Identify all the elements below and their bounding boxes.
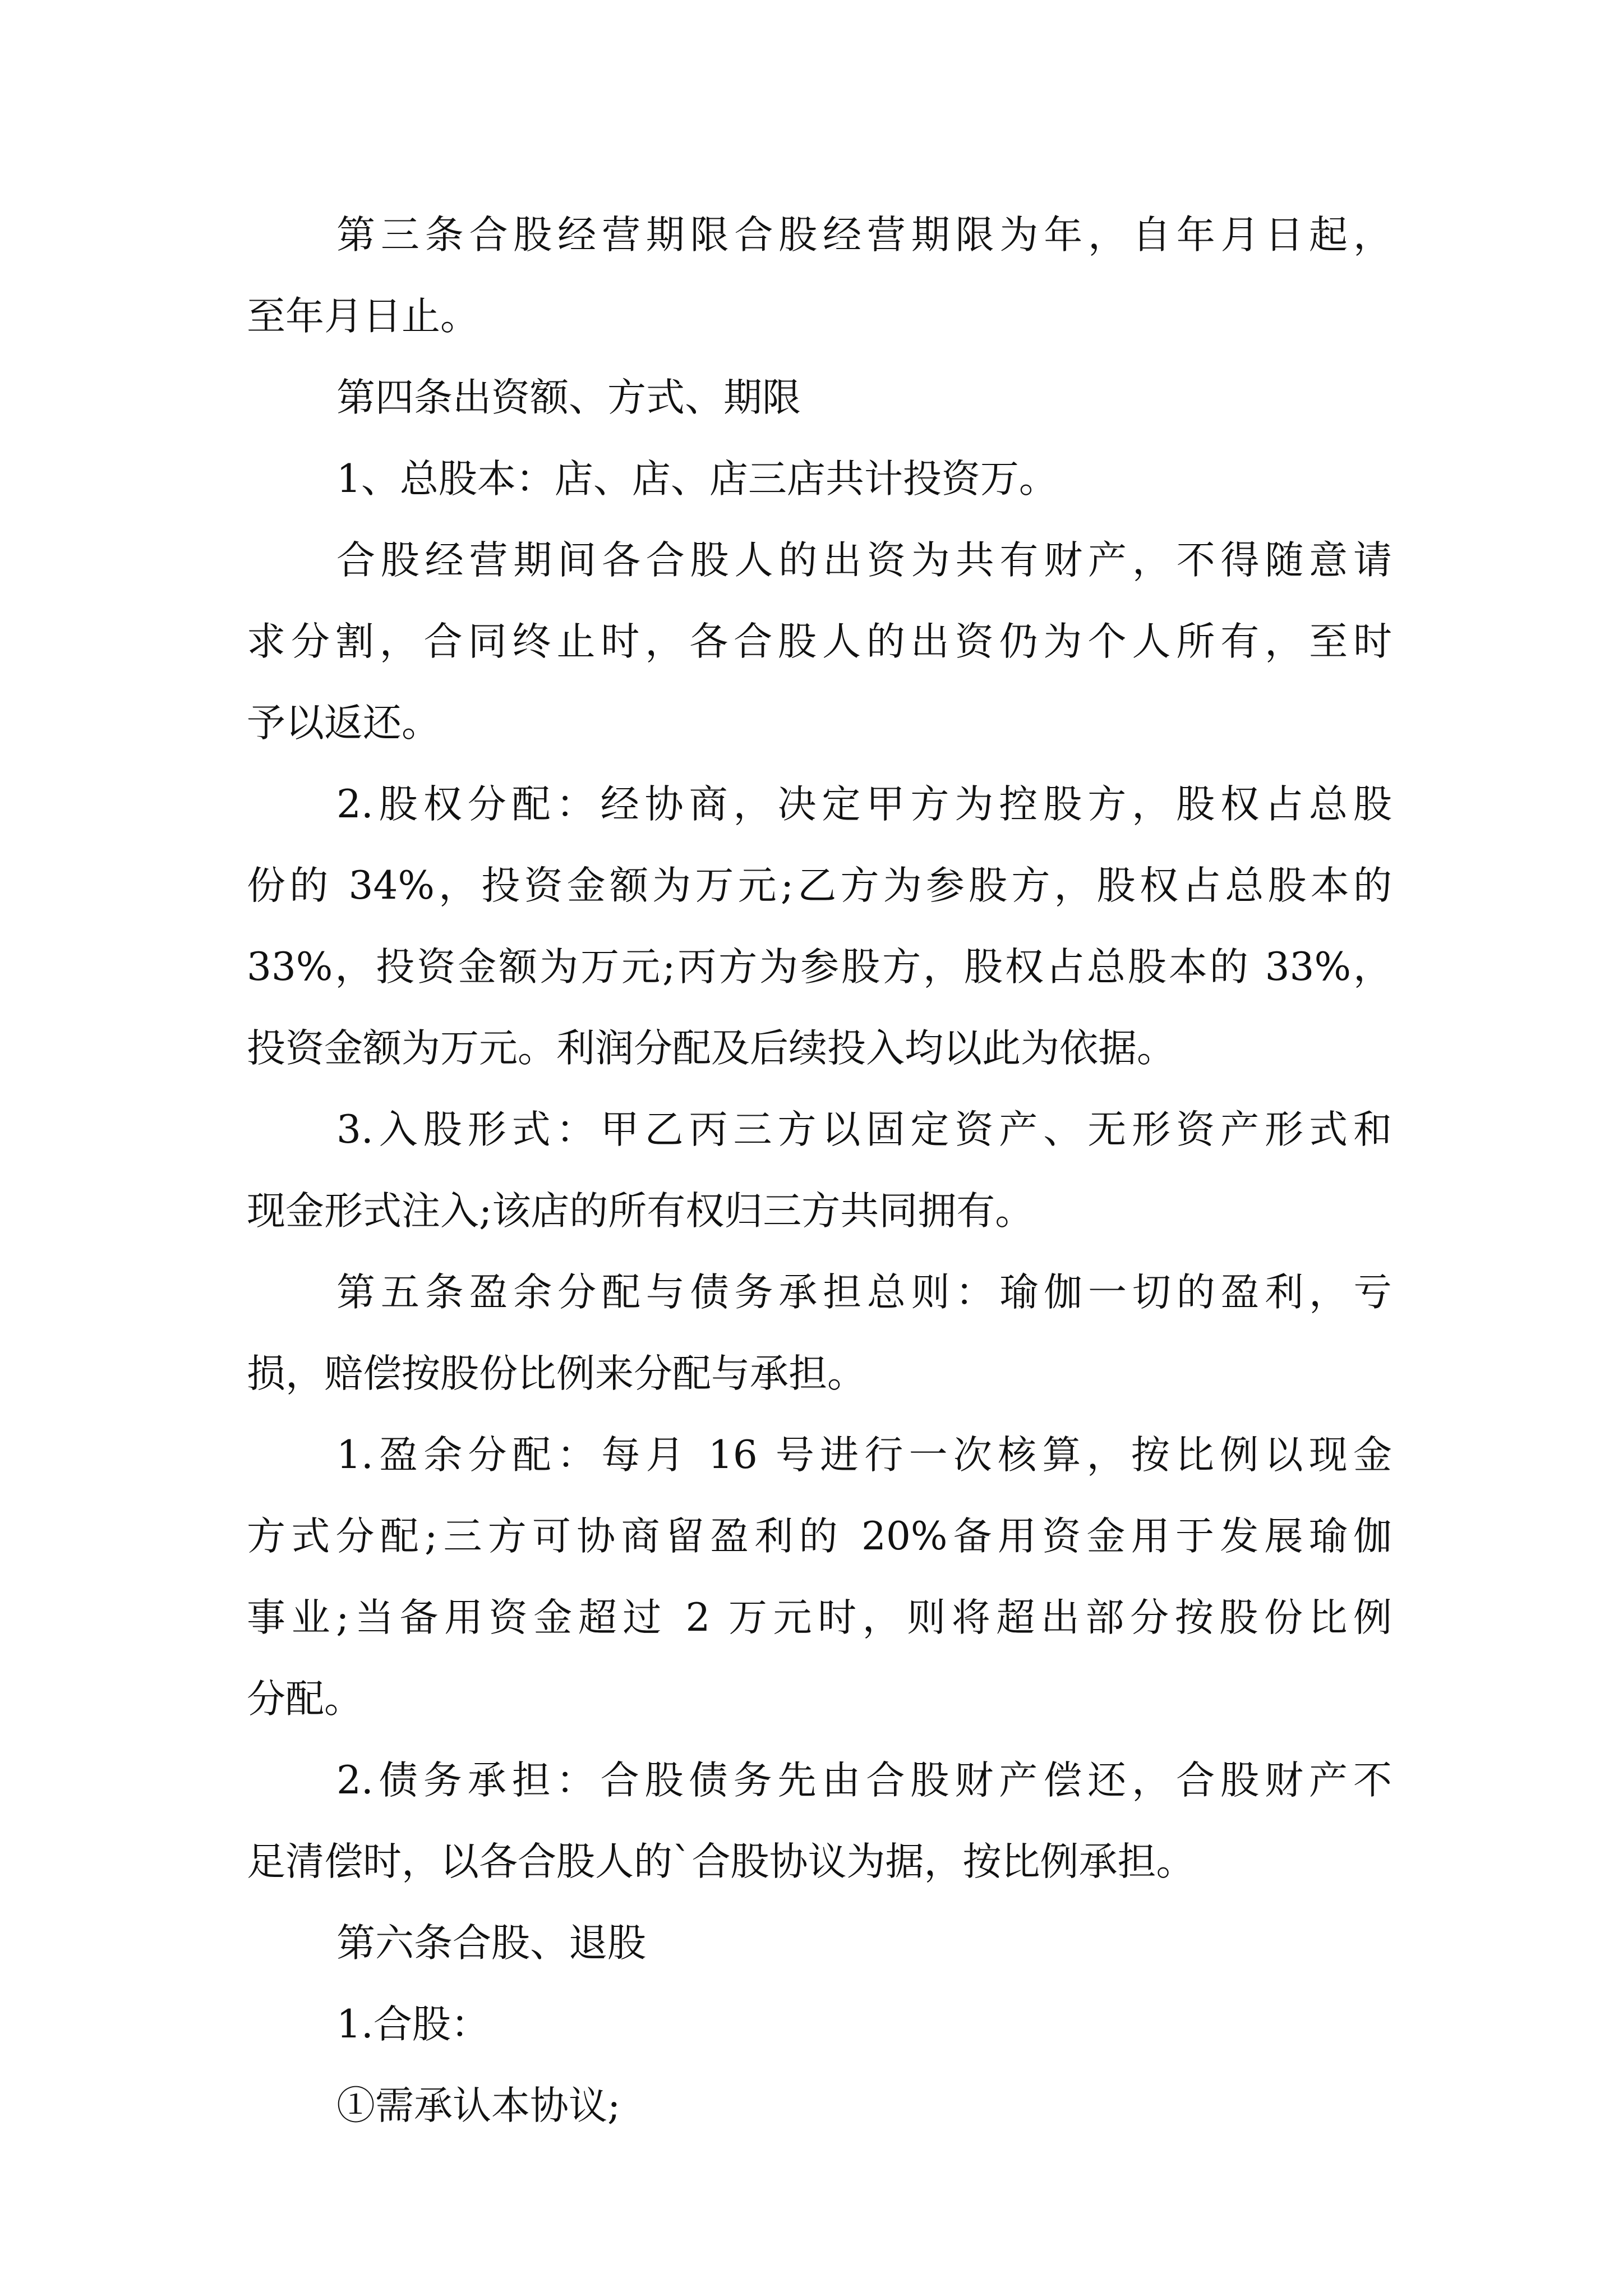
text-line: 至年月日止。 <box>247 294 479 339</box>
text-line: 33%，投资金额为万元;丙方为参股方，股权占总股本的 33%， <box>247 945 1392 990</box>
text-line: 方式分配;三方可协商留盈利的 20%备用资金用于发展瑜伽 <box>247 1514 1392 1559</box>
text-line: 第三条合股经营期限合股经营期限为年，自年月日起， <box>336 213 1392 257</box>
text-line: 合股经营期间各合股人的出资为共有财产，不得随意请 <box>336 538 1392 583</box>
text-line: 予以返还。 <box>247 701 440 746</box>
text-line: 损，赔偿按股份比例来分配与承担。 <box>247 1351 866 1396</box>
text-line: 2.债务承担：合股债务先由合股财产偿还，合股财产不 <box>336 1758 1392 1803</box>
text-line: 求分割，合同终止时，各合股人的出资仍为个人所有，至时 <box>247 619 1392 664</box>
heading-line: 第六条合股、退股 <box>336 1921 646 1966</box>
text-line: 分配。 <box>247 1677 363 1722</box>
text-line: ①需承认本协议; <box>336 2083 621 2128</box>
text-line: 1.盈余分配：每月 16 号进行一次核算，按比例以现金 <box>336 1433 1392 1478</box>
text-line: 3.入股形式：甲乙丙三方以固定资产、无形资产形式和 <box>336 1107 1392 1152</box>
text-line: 足清偿时，以各合股人的`合股协议为据，按比例承担。 <box>247 1839 1195 1884</box>
text-line: 事业;当备用资金超过 2 万元时，则将超出部分按股份比例 <box>247 1595 1392 1640</box>
text-line: 现金形式注入;该店的所有权归三方共同拥有。 <box>247 1189 1034 1234</box>
text-line: 份的 34%，投资金额为万元;乙方为参股方，股权占总股本的 <box>247 863 1392 908</box>
text-line: 投资金额为万元。利润分配及后续投入均以此为依据。 <box>247 1026 1175 1071</box>
text-line: 1、总股本：店、店、店三店共计投资万。 <box>336 457 1058 501</box>
text-line: 第五条盈余分配与债务承担总则：瑜伽一切的盈利，亏 <box>336 1270 1392 1315</box>
text-line: 1.合股： <box>336 2002 490 2047</box>
text-line: 2.股权分配：经协商，决定甲方为控股方，股权占总股 <box>336 782 1392 827</box>
heading-line: 第四条出资额、方式、期限 <box>336 375 801 420</box>
